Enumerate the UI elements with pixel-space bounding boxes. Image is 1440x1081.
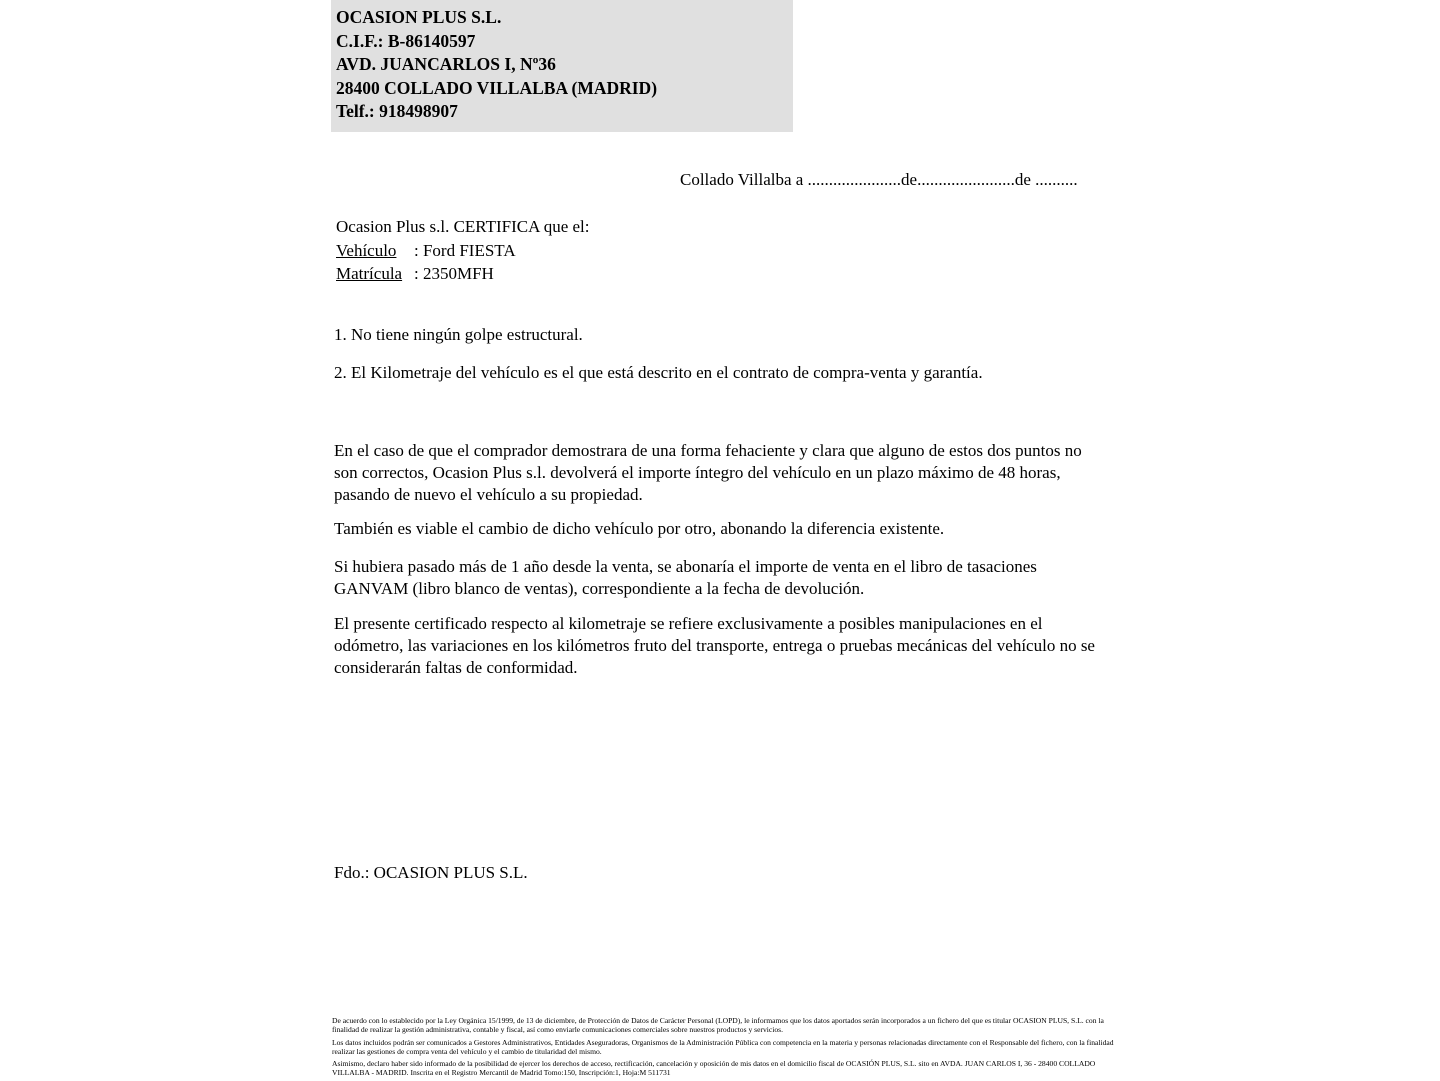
point-1: 1. No tiene ningún golpe estructural. <box>334 325 583 344</box>
legal-footnote <box>332 1016 1122 1081</box>
vehicle-row <box>336 239 590 263</box>
plate-value: : 2350MFH <box>414 264 494 283</box>
company-city: 28400 COLLADO VILLALBA (MADRID) <box>336 77 658 98</box>
vehicle-value: : Ford FIESTA <box>414 240 516 260</box>
date-line: Collado Villalba a ......................de.......................de .......... <box>680 170 1078 189</box>
legal-paragraph-2: Los datos incluidos podrán ser comunicados a Gestores Administrativos, Entidades Aseguradoras, Organismos de la Administración Pública con competencia en la materia y personas relacionadas directamente con el Responsable del fichero, con la finalidad realizar las gestiones de compra venta del vehículo y el cambio de titularidad del mismo. <box>332 1037 1114 1056</box>
paragraph-one-year: Si hubiera pasado más de 1 año desde la venta, se abonaría el importe de venta en el libro de tasaciones GANVAM (libro blanco de ventas), correspondiente a la fecha de devolución. <box>334 557 1037 598</box>
point-2: 2. El Kilometraje del vehículo es el que está descrito en el contrato de compra-venta y garantía. <box>334 363 983 382</box>
paragraph-refund: En el caso de que el comprador demostrara de una forma fehaciente y clara que alguno de estos dos puntos no son correctos, Ocasion Plus s.l. devolverá el importe íntegro del vehículo en un plazo máximo de 48 horas, pasando de nuevo el vehículo a su propiedad. <box>334 441 1082 504</box>
certification-intro: Ocasion Plus s.l. CERTIFICA que el: <box>336 217 590 236</box>
paragraph-odometer: El presente certificado respecto al kilometraje se refiere exclusivamente a posibles manipulaciones en el odómetro, las variaciones en los kilómetros fruto del transporte, entrega o pruebas mecánicas del vehículo no se considerarán faltas de conformidad. <box>334 614 1095 677</box>
legal-paragraph-3: Asimismo, declaro haber sido informado de la posibilidad de ejercer los derechos de acceso, rectificación, cancelación y oposición de mis datos en el domicilio fiscal de OCASIÓN PLUS, S.L. sito en AVDA. JUAN CARLOS I, 36 - 28400 COLLADO VILLALBA - MADRID. Inscrita en el Registro Mercantil de Madrid Tomo:150, Inscripción:1, Hoja:M 511731 <box>332 1059 1096 1078</box>
plate-row <box>336 262 590 286</box>
plate-label: Matrícula <box>336 264 403 283</box>
signature-line: Fdo.: OCASION PLUS S.L. <box>334 863 528 882</box>
vehicle-label: Vehículo <box>336 240 397 260</box>
company-name: OCASION PLUS S.L. <box>336 7 502 27</box>
certification-block <box>336 215 590 286</box>
company-address: AVD. JUANCARLOS I, Nº36 <box>336 54 556 74</box>
paragraph-exchange: También es viable el cambio de dicho vehículo por otro, abonando la diferencia existente. <box>334 519 945 538</box>
legal-paragraph-1: De acuerdo con lo establecido por la Ley Orgánica 15/1999, de 13 de diciembre, de Protección de Datos de Carácter Personal (LOPD), le informamos que los datos aportados serán incorporados a un fichero del que es titular OCASION PLUS, S.L. con la finalidad de realizar la gestión administrativa, contable y fiscal, así como enviarle comunicaciones comerciales sobre nuestros productos y servicios. <box>332 1016 1104 1035</box>
company-phone: Telf.: 918498907 <box>336 101 458 121</box>
company-header-block <box>331 0 793 132</box>
company-cif: C.I.F.: B-86140597 <box>336 30 476 51</box>
